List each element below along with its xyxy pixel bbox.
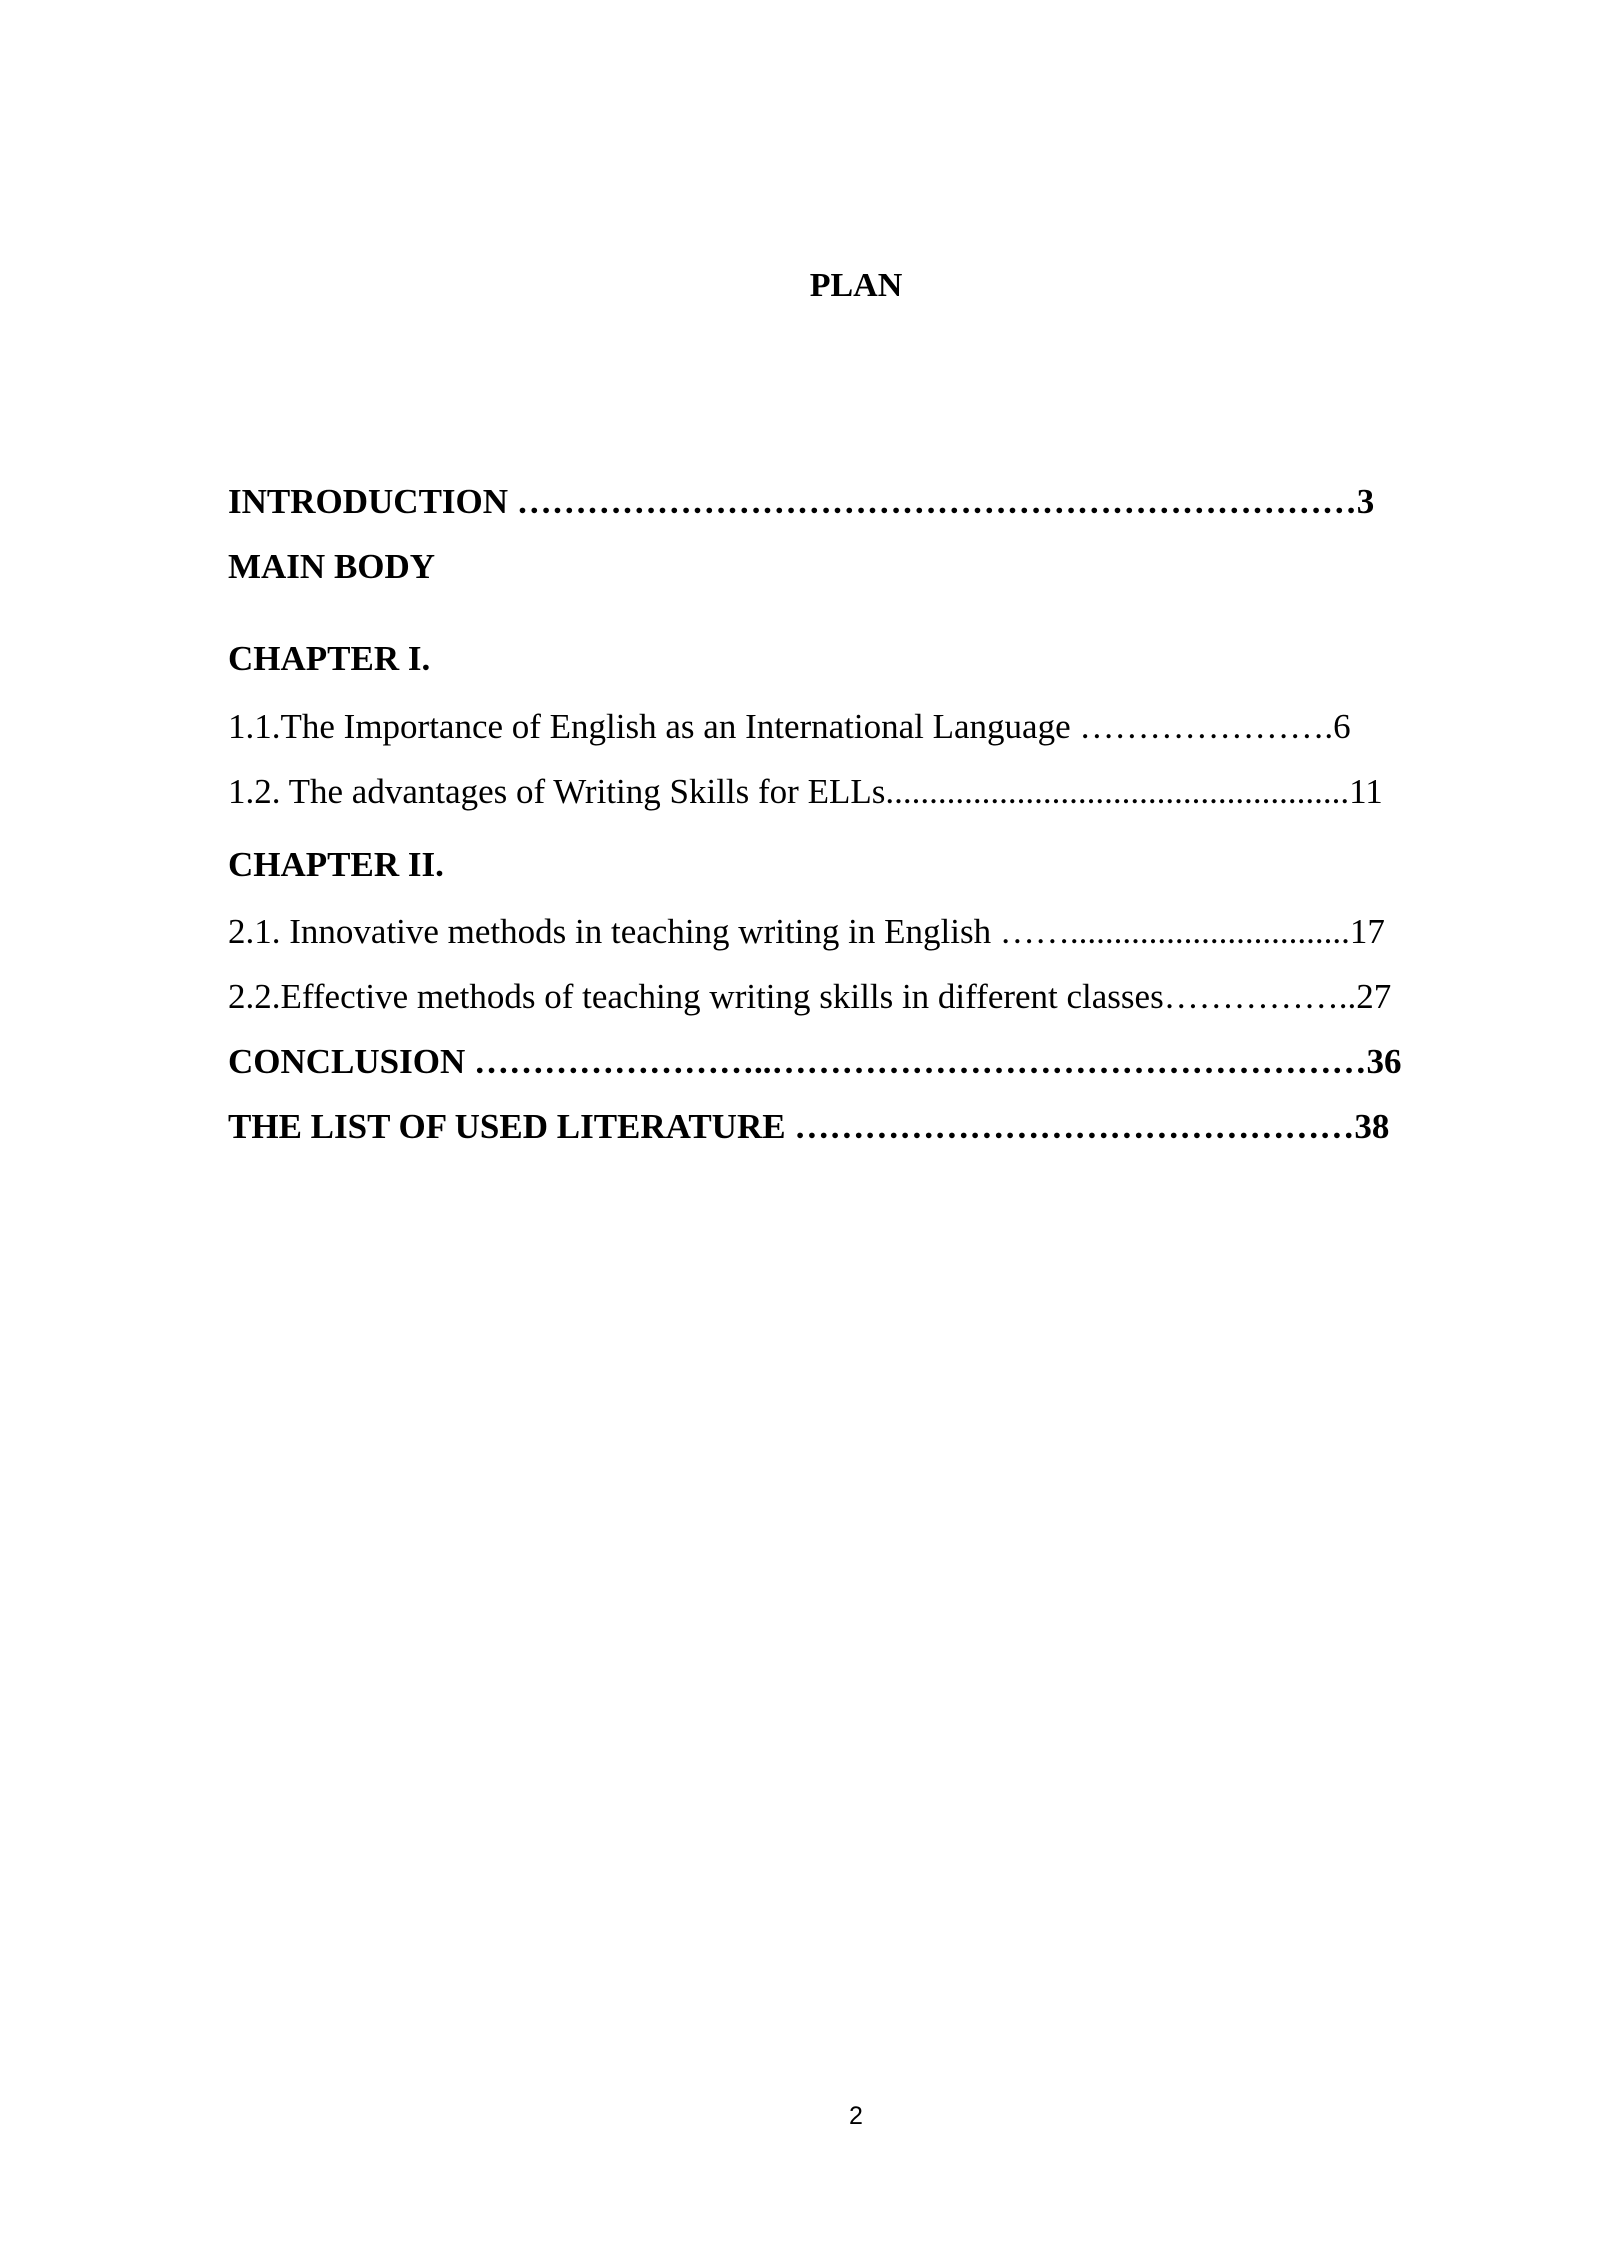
page-number: 2 [849, 2102, 863, 2130]
toc-entry-section-2-1: 2.1. Innovative methods in teaching writing in English ……................................17 [228, 912, 1385, 951]
toc-entry-chapter-2: CHAPTER II. [228, 845, 444, 884]
toc-entry-literature: THE LIST OF USED LITERATURE …………………………………………38 [228, 1107, 1390, 1146]
toc-entry-conclusion: CONCLUSION ……………………..……………………………………………36 [228, 1042, 1402, 1081]
page-title: PLAN [809, 267, 903, 304]
toc-entry-main-body: MAIN BODY [228, 547, 436, 586]
toc-entry-section-2-2: 2.2.Effective methods of teaching writing skills in different classes……………..27 [228, 977, 1392, 1016]
toc-entry-introduction: INTRODUCTION ………………………………………………………………3 [228, 482, 1375, 521]
toc-entry-section-1-2: 1.2. The advantages of Writing Skills for ELLs.....................................................11 [228, 772, 1383, 811]
toc-entry-chapter-1: CHAPTER I. [228, 639, 431, 678]
toc-entry-section-1-1: 1.1.The Importance of English as an International Language ………………….6 [228, 707, 1351, 746]
